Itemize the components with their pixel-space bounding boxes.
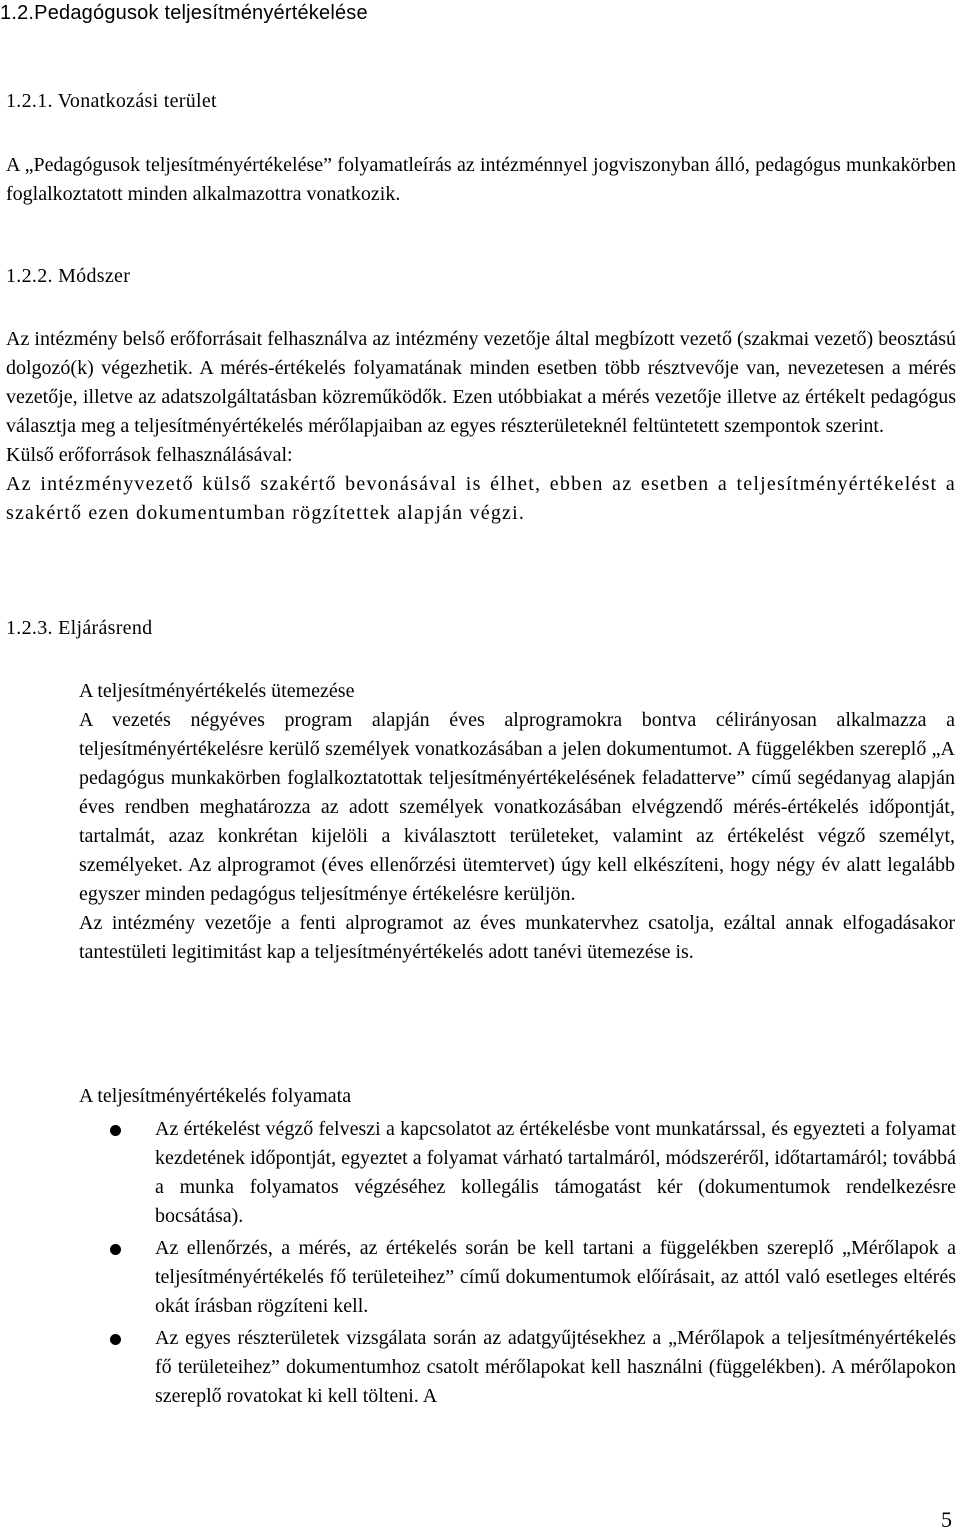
bullet-icon bbox=[110, 1125, 121, 1136]
scope-text: A „Pedagógusok teljesítményértékelése” folyamatleírás az intézménnyel jogviszonyban álló, pedagógus munkakörben foglalkoztatott minden alkalmazottra vonatkozik. bbox=[6, 154, 956, 205]
method-text: Az intézmény belső erőforrásait felhasználva az intézmény vezetője által megbízott vezető (szakmai vezető) beosztású dolgozó(k) végezhetik. A mérés-értékelés folyamatának minden esetben több résztvevője van, nevezetesen a mérés vezetője, illetve az adatszolgáltatásban közreműködők. Ezen utóbbiakat a mérés vezetője illetve az értékelt pedagógus választja meg a teljesítményértékelés mérőlapjaiban az egyes részterületeknél feltüntetett szempontok szerint. bbox=[6, 328, 956, 437]
list-item bbox=[79, 1324, 956, 1411]
list-item bbox=[79, 1115, 956, 1231]
scope-paragraph bbox=[6, 151, 956, 209]
schedule-text-2: Az intézmény vezetője a fenti alprogramot az éves munkatervhez csatolja, ezáltal annak elfogadásakor tantestületi legitimitást kap a teljesítményértékelés adott tanévi ütemezése is. bbox=[79, 912, 955, 963]
external-resources-text: Az intézményvezető külső szakértő bevonásával is élhet, ebben az esetben a teljesítményértékelést a szakértő ezen dokumentumban rögzítettek alapján végzi. bbox=[6, 473, 956, 524]
external-resources-label: Külső erőforrások felhasználásával: bbox=[6, 444, 293, 466]
schedule-paragraph bbox=[79, 706, 955, 967]
section-heading: 1.2.Pedagógusok teljesítményértékelése bbox=[0, 2, 368, 24]
schedule-text-1: A vezetés négyéves program alapján éves alprogramokra bontva célirányosan alkalmazza a teljesítményértékelésre kerülő személyek vonatkozásában a jelen dokumentumot. A függelékben szereplő „A pedagógus munkakörben foglalkoztatottak teljesítményértékelésének feladatterve” című segédanyag alapján éves rendben meghatározza az adott személyek vonatkozásában elvégzendő mérés-értékelés időpontját, tartalmát, azaz konkrétan kijelöli a kiválasztott területeket, valamint az értékelést végző személyt, személyeket. Az alprogramot (éves ellenőrzési ütemtervet) úgy kell elkészíteni, hogy négy év alatt legalább egyszer minden pedagógus teljesítménye értékelésre kerüljön. bbox=[79, 709, 955, 905]
process-list bbox=[79, 1115, 956, 1411]
method-paragraph bbox=[6, 325, 956, 528]
list-item-text: Az értékelést végző felveszi a kapcsolatot az értékelésbe vont munkatárssal, és egyezteti a folyamat kezdetének időpontját, egyeztet a folyamat várható tartalmáról, módszeréről, időtartamáról; továbbá a munka folyamatos végzéséhez kollegális támogatást kér (dokumentumok rendelkezésre bocsátása). bbox=[155, 1118, 956, 1227]
schedule-title: A teljesítményértékelés ütemezése bbox=[79, 680, 355, 702]
list-item bbox=[79, 1234, 956, 1321]
list-item-text: Az ellenőrzés, a mérés, az értékelés során be kell tartani a függelékben szereplő „Mérőlapok a teljesítményértékelés fő területeihez” című dokumentumok előírásait, az attól való esetleges eltérés okát írásban rögzíteni kell. bbox=[155, 1237, 956, 1317]
bullet-icon bbox=[110, 1334, 121, 1345]
page-number: 5 bbox=[941, 1507, 952, 1532]
process-title: A teljesítményértékelés folyamata bbox=[79, 1085, 352, 1107]
subsection-title-scope: 1.2.1. Vonatkozási terület bbox=[6, 90, 217, 112]
subsection-title-procedure: 1.2.3. Eljárásrend bbox=[6, 617, 153, 639]
bullet-icon bbox=[110, 1244, 121, 1255]
list-item-text: Az egyes részterületek vizsgálata során az adatgyűjtésekhez a „Mérőlapok a teljesítményértékelés fő területeihez” dokumentumhoz csatolt mérőlapokat kell használni (függelékben). A mérőlapokon szereplő rovatokat ki kell tölteni. A bbox=[155, 1327, 956, 1407]
subsection-title-method: 1.2.2. Módszer bbox=[6, 265, 131, 287]
